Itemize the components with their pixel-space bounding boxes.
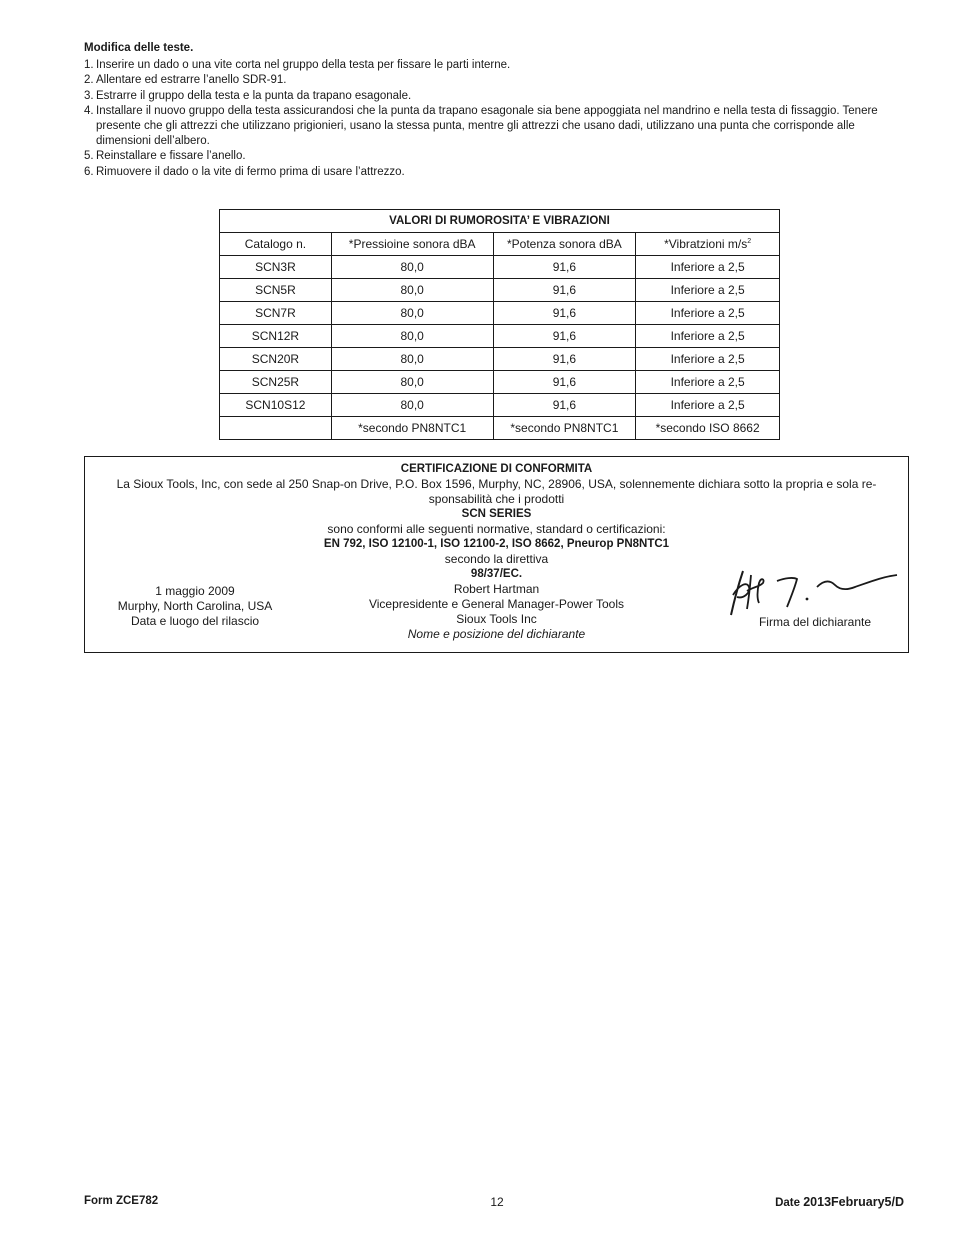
table-cell: 91,6 [493,256,636,279]
signer-title: Vicepresidente e General Manager-Power Tools [368,597,625,611]
table-cell: 91,6 [493,302,636,325]
header-sound-power: *Potenza sonora dBA [493,233,636,256]
table-cell: Inferiore a 2,5 [636,279,780,302]
step-number: 1. [84,59,94,72]
step-number: 3. [84,89,94,102]
header-vibration-label: *Vibratzioni m/s [664,237,748,251]
signer-name: Robert Hartman [453,582,540,596]
date-place-block [105,584,285,629]
revision-date [775,1195,904,1209]
signature-block [745,615,885,630]
table-cell: 80,0 [331,325,493,348]
step-text: Rimuovere il dado o la vite di fermo prima di usare l’attrezzo. [96,165,405,178]
step-text: Inserire un dado o una vite corta nel gruppo della testa per fissare le parti interne. [96,59,511,72]
instruction-step [84,165,909,180]
signer-company: Sioux Tools Inc [456,612,537,626]
page-number: 12 [490,1195,504,1209]
header-catalog: Catalogo n. [220,233,332,256]
table-footnote [220,417,332,440]
table-cell: 91,6 [493,394,636,417]
table-footnote-row [220,417,780,440]
table-cell: 91,6 [493,279,636,302]
table-cell: SCN5R [220,279,332,302]
table-row [220,348,780,371]
issue-date: 1 maggio 2009 [155,584,235,598]
table-row [220,256,780,279]
table-caption-row [220,210,780,233]
table-cell: 80,0 [331,302,493,325]
step-number: 5. [84,150,94,163]
table-row [220,302,780,325]
header-vibration [636,233,780,256]
table-cell: SCN20R [220,348,332,371]
instruction-step [84,73,909,88]
noise-vibration-table [219,209,780,440]
instruction-step [84,104,909,150]
signer-caption: Nome e posizione del dichiarante [407,627,586,641]
step-text: Reinstallare e fissare l’anello. [96,150,246,163]
date-place-caption: Data e luogo del rilascio [130,614,260,628]
table-cell: SCN25R [220,371,332,394]
table-row [220,325,780,348]
issue-place: Murphy, North Carolina, USA [117,599,273,613]
instruction-step [84,149,909,164]
header-sound-pressure: *Pressioine sonora dBA [331,233,493,256]
table-cell: Inferiore a 2,5 [636,394,780,417]
table-cell: 91,6 [493,371,636,394]
certificate-title: CERTIFICAZIONE DI CONFORMITA [400,463,593,475]
date-label: Date [775,1197,804,1209]
table-cell: 80,0 [331,279,493,302]
table-footnote: *secondo PN8NTC1 [493,417,636,440]
instruction-step [84,89,909,104]
head-modification-instructions [84,41,909,180]
instruction-step [84,58,909,73]
table-cell: Inferiore a 2,5 [636,302,780,325]
certificate-conform-text: sono conformi alle seguenti normative, standard o certificazioni: [327,522,666,536]
table-cell: Inferiore a 2,5 [636,325,780,348]
date-value: 2013February5/D [803,1195,904,1209]
table-cell: SCN7R [220,302,332,325]
table-cell: Inferiore a 2,5 [636,256,780,279]
table-cell: 80,0 [331,394,493,417]
table-cell: Inferiore a 2,5 [636,371,780,394]
certificate-standards: EN 792, ISO 12100-1, ISO 12100-2, ISO 8662, Pneurop PN8NTC1 [323,538,670,550]
table-cell: 80,0 [331,256,493,279]
table-cell: 91,6 [493,348,636,371]
table-cell: 80,0 [331,371,493,394]
step-number: 4. [84,104,94,117]
table-row [220,371,780,394]
header-vibration-superscript: 2 [747,238,752,245]
signature-caption: Firma del dichiarante [758,615,872,629]
instructions-title: Modifica delle teste. [84,42,194,54]
table-row [220,279,780,302]
table-row [220,394,780,417]
certificate-directive-text: secondo la direttiva [444,552,549,566]
table-cell: Inferiore a 2,5 [636,348,780,371]
form-number: Form ZCE782 [84,1195,159,1207]
step-number: 2. [84,74,94,87]
table-cell: SCN3R [220,256,332,279]
table-caption: VALORI DI RUMOROSITA’ E VIBRAZIONI [220,210,780,233]
table-cell: SCN10S12 [220,394,332,417]
step-text: Installare il nuovo gruppo della testa assicurandosi che la punta da trapano esagonale sia bene appoggiata nel mandrino e nella testa di fissaggio. Tenere presente che gli attrezzi che utilizzano prigionieri, usano la stessa punta, mentre gli attrezzi che usano dadi, utilizzano una punta che corrisponde alle dimensioni dell’albero. [96,104,878,148]
table-cell: 91,6 [493,325,636,348]
table-footnote: *secondo ISO 8662 [636,417,780,440]
table-footnote: *secondo PN8NTC1 [331,417,493,440]
step-text: Estrarre il gruppo della testa e la punta da trapano esagonale. [96,89,412,102]
table-header-row [220,233,780,256]
certificate-product: SCN SERIES [461,508,532,520]
table-cell: 80,0 [331,348,493,371]
conformity-certificate [84,456,909,653]
table-cell: SCN12R [220,325,332,348]
step-number: 6. [84,165,94,178]
certificate-statement: La Sioux Tools, Inc, con sede al 250 Snap-on Drive, P.O. Box 1596, Murphy, NC, 28906, USA, solennemente dichiara sotto la propria e sola re-sponsabilità che i prodotti [116,477,877,506]
step-text: Allentare ed estrarre l’anello SDR-91. [96,74,287,87]
certificate-directive: 98/37/EC. [470,568,523,580]
handwritten-signature [725,565,900,620]
